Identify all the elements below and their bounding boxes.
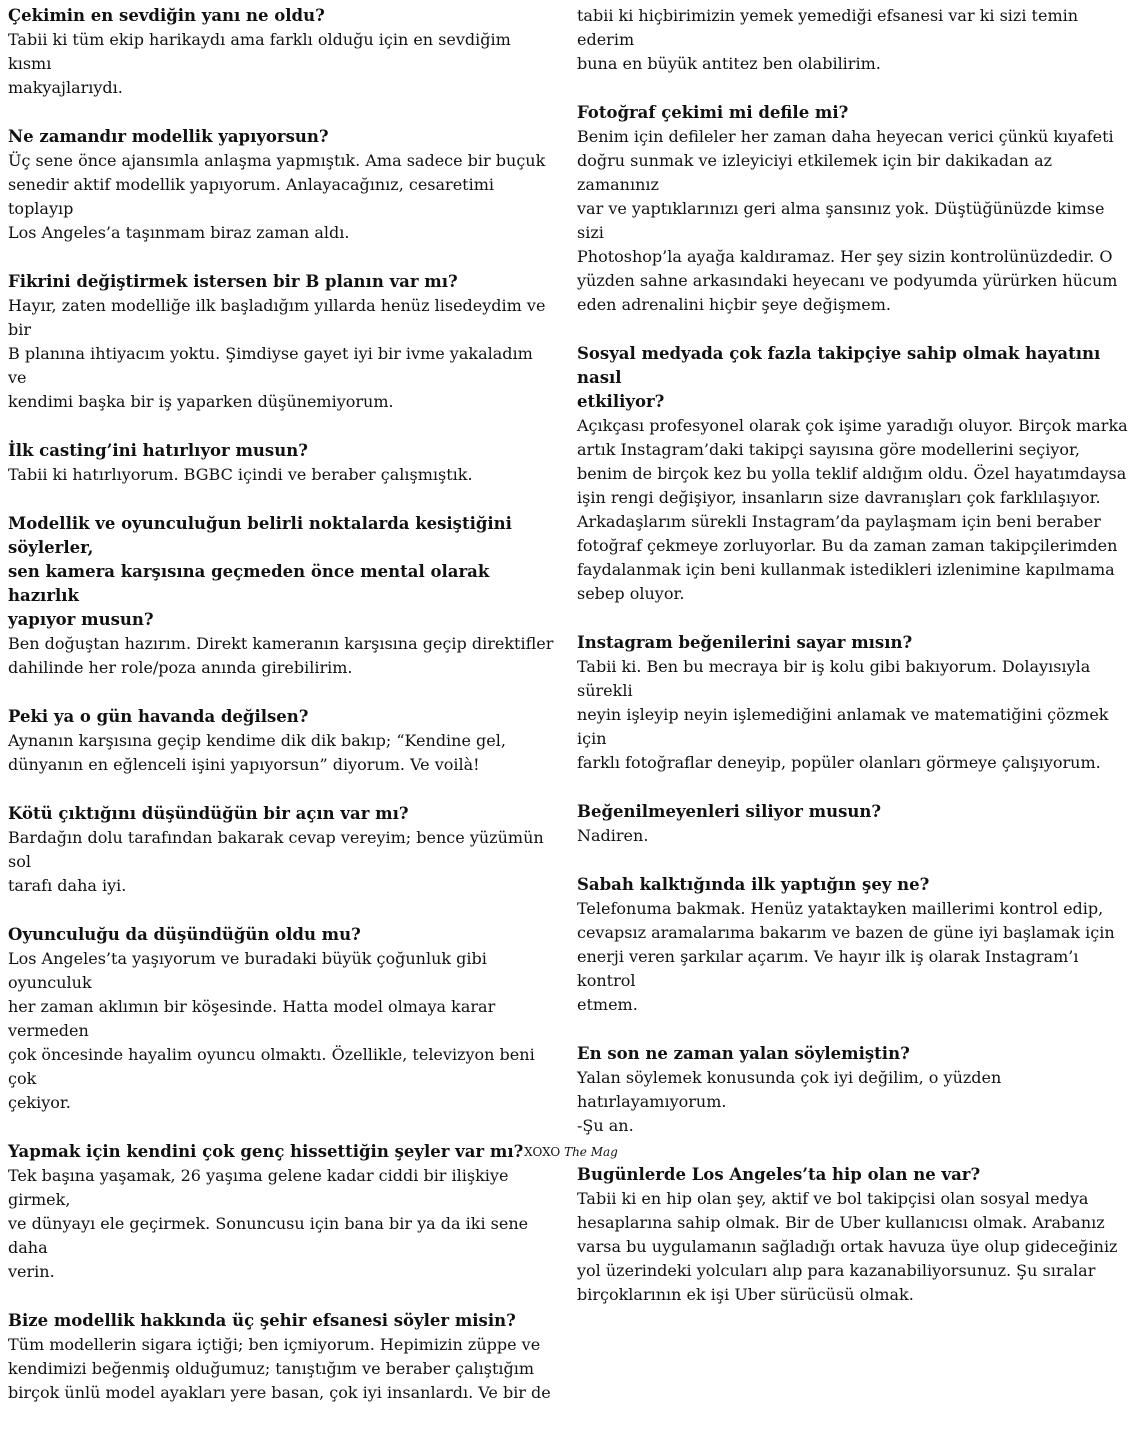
qa-block [8,923,556,1115]
qa-block [577,1042,1133,1138]
qa-block [8,125,556,245]
qa-block [577,101,1133,317]
footer-prefix: XOXO [524,1145,565,1159]
answer-text: Tek başına yaşamak, 26 yaşıma gelene kadar ciddi bir ilişkiye girmek, ve dünyayı ele geçirmek. Sonuncusu için bana bir ya da iki sene daha verin. [8,1166,529,1281]
answer-text: Bardağın dolu tarafından bakarak cevap vereyim; bence yüzümün sol tarafı daha iyi. [8,828,544,895]
question-heading: Yapmak için kendini çok genç hissettiğin şeyler var mı? [8,1142,524,1161]
answer-text: Hayır, zaten modelliğe ilk başladığım yıllarda henüz lisedeydim ve bir B planına ihtiyacım yoktu. Şimdiyse gayet iyi bir ivme yakaladım ve kendimi başka bir iş yaparken düşünemiyorum. [8,296,546,411]
question-heading: Beğenilmeyenleri siliyor musun? [577,802,882,821]
answer-text: Benim için defileler her zaman daha heyecan verici çünkü kıyafeti doğru sunmak ve izleyiciyi etkilemek için bir dakikadan az zamanınız var ve yaptıklarınızı geri alma şansınız yok. Düştüğünüzde kimse sizi Photoshop’la ayağa kaldıramaz. Her şey sizin kontrolünüzdedir. O yüzden sahne arkasındaki heyecanı ve podyumda yürürken hücum eden adrenalini hiçbir şeye değişmem. [577,127,1118,314]
question-heading: Bize modellik hakkında üç şehir efsanesi söyler misin? [8,1311,516,1330]
qa-block [8,802,556,898]
qa-block [577,873,1133,1017]
question-heading: Sabah kalktığında ilk yaptığın şey ne? [577,875,930,894]
answer-text: Açıkçası profesyonel olarak çok işime yaradığı oluyor. Birçok marka artık Instagram’daki takipçi sayısına göre modellerini seçiyor, benim de birçok kez bu yolla teklif aldığım oldu. Özel hayatımdaysa işin rengi değişiyor, insanların size davranışları çok farklılaşıyor. Arkadaşlarım sürekli Instagram’da paylaşmam için beni beraber fotoğraf çekmeye zorluyorlar. Bu da zaman zaman takipçilerimden faydalanmak için beni kullanmak istedikleri izlenimine kapılmama sebep oluyor. [577,416,1128,603]
question-heading: Instagram beğenilerini sayar mısın? [577,633,913,652]
answer-text: Üç sene önce ajansımla anlaşma yapmıştık. Ama sadece bir buçuk senedir aktif modellik yapıyorum. Anlayacağınız, cesaretimi toplayıp Los Angeles’a taşınmam biraz zaman aldı. [8,151,546,242]
qa-block [8,1309,556,1405]
footer-magazine-name: The Mag [564,1145,618,1159]
qa-block [8,439,556,487]
answer-text: Nadiren. [577,826,649,845]
right-column [577,4,1133,1332]
question-heading: Peki ya o gün havanda değilsen? [8,707,309,726]
answer-text: Ben doğuştan hazırım. Direkt kameranın karşısına geçip direktifler dahilinde her role/poza anında girebilirim. [8,634,554,677]
question-heading: Kötü çıktığını düşündüğün bir açın var mı? [8,804,409,823]
question-heading: Sosyal medyada çok fazla takipçiye sahip olmak hayatını nasıl etkiliyor? [577,344,1101,411]
page-footer [0,1144,1142,1160]
question-heading: Fotoğraf çekimi mi defile mi? [577,103,849,122]
qa-block [577,4,1133,76]
answer-text: Tabii ki. Ben bu mecraya bir iş kolu gibi bakıyorum. Dolayısıyla sürekli neyin işleyip neyin işlemediğini anlamak ve matematiğini çözmek için farklı fotoğraflar deneyip, popüler olanları görmeye çalışıyorum. [577,657,1109,772]
answer-text: Telefonuma bakmak. Henüz yataktayken maillerimi kontrol edip, cevapsız aramalarıma bakarım ve bazen de güne iyi başlamak için enerji veren şarkılar açarım. Ve hayır ilk iş olarak Instagram’ı kontrol etmem. [577,899,1115,1014]
question-heading: Bugünlerde Los Angeles’ta hip olan ne var? [577,1165,981,1184]
question-heading: Ne zamandır modellik yapıyorsun? [8,127,329,146]
answer-text: Yalan söylemek konusunda çok iyi değilim, o yüzden hatırlayamıyorum. -Şu an. [577,1068,1002,1135]
question-heading: Çekimin en sevdiğin yanı ne oldu? [8,6,325,25]
question-heading: Modellik ve oyunculuğun belirli noktalarda kesiştiğini söylerler, sen kamera karşısına geçmeden önce mental olarak hazırlık yapıyor musun? [8,514,512,629]
qa-block [577,342,1133,606]
answer-text: Tabii ki tüm ekip harikaydı ama farklı olduğu için en sevdiğim kısmı makyajlarıydı. [8,30,511,97]
qa-block [8,4,556,100]
question-heading: En son ne zaman yalan söylemiştin? [577,1044,910,1063]
answer-text: tabii ki hiçbirimizin yemek yemediği efsanesi var ki sizi temin ederim buna en büyük antitez ben olabilirim. [577,6,1079,73]
qa-block [8,270,556,414]
question-heading: Oyunculuğu da düşündüğün oldu mu? [8,925,361,944]
question-heading: İlk casting’ini hatırlıyor musun? [8,441,308,460]
answer-text: Tabii ki hatırlıyorum. BGBC içindi ve beraber çalışmıştık. [8,465,473,484]
qa-block [577,1163,1133,1307]
qa-block [577,800,1133,848]
qa-block [8,1140,556,1284]
qa-block [8,512,556,680]
answer-text: Tabii ki en hip olan şey, aktif ve bol takipçisi olan sosyal medya hesaplarına sahip olmak. Bir de Uber kullanıcısı olmak. Arabanız varsa bu uygulamanın sağladığı ortak havuza üye olup gideceğiniz yol üzerindeki yolcuları alıp para kazanabiliyorsunuz. Şu sıralar birçoklarının ek işi Uber sürücüsü olmak. [577,1189,1118,1304]
left-column [8,4,556,1430]
qa-block [577,631,1133,775]
question-heading: Fikrini değiştirmek istersen bir B planın var mı? [8,272,458,291]
answer-text: Aynanın karşısına geçip kendime dik dik bakıp; “Kendine gel, dünyanın en eğlenceli işini yapıyorsun” diyorum. Ve voilà! [8,731,506,774]
answer-text: Tüm modellerin sigara içtiği; ben içmiyorum. Hepimizin züppe ve kendimizi beğenmiş olduğumuz; tanıştığım ve beraber çalıştığım birçok ünlü model ayakları yere basan, çok iyi insanlardı. Ve bir de [8,1335,551,1402]
qa-block [8,705,556,777]
answer-text: Los Angeles’ta yaşıyorum ve buradaki büyük çoğunluk gibi oyunculuk her zaman aklımın bir köşesinde. Hatta model olmaya karar vermeden çok öncesinde hayalim oyuncu olmaktı. Özellikle, televizyon beni çok çekiyor. [8,949,535,1112]
